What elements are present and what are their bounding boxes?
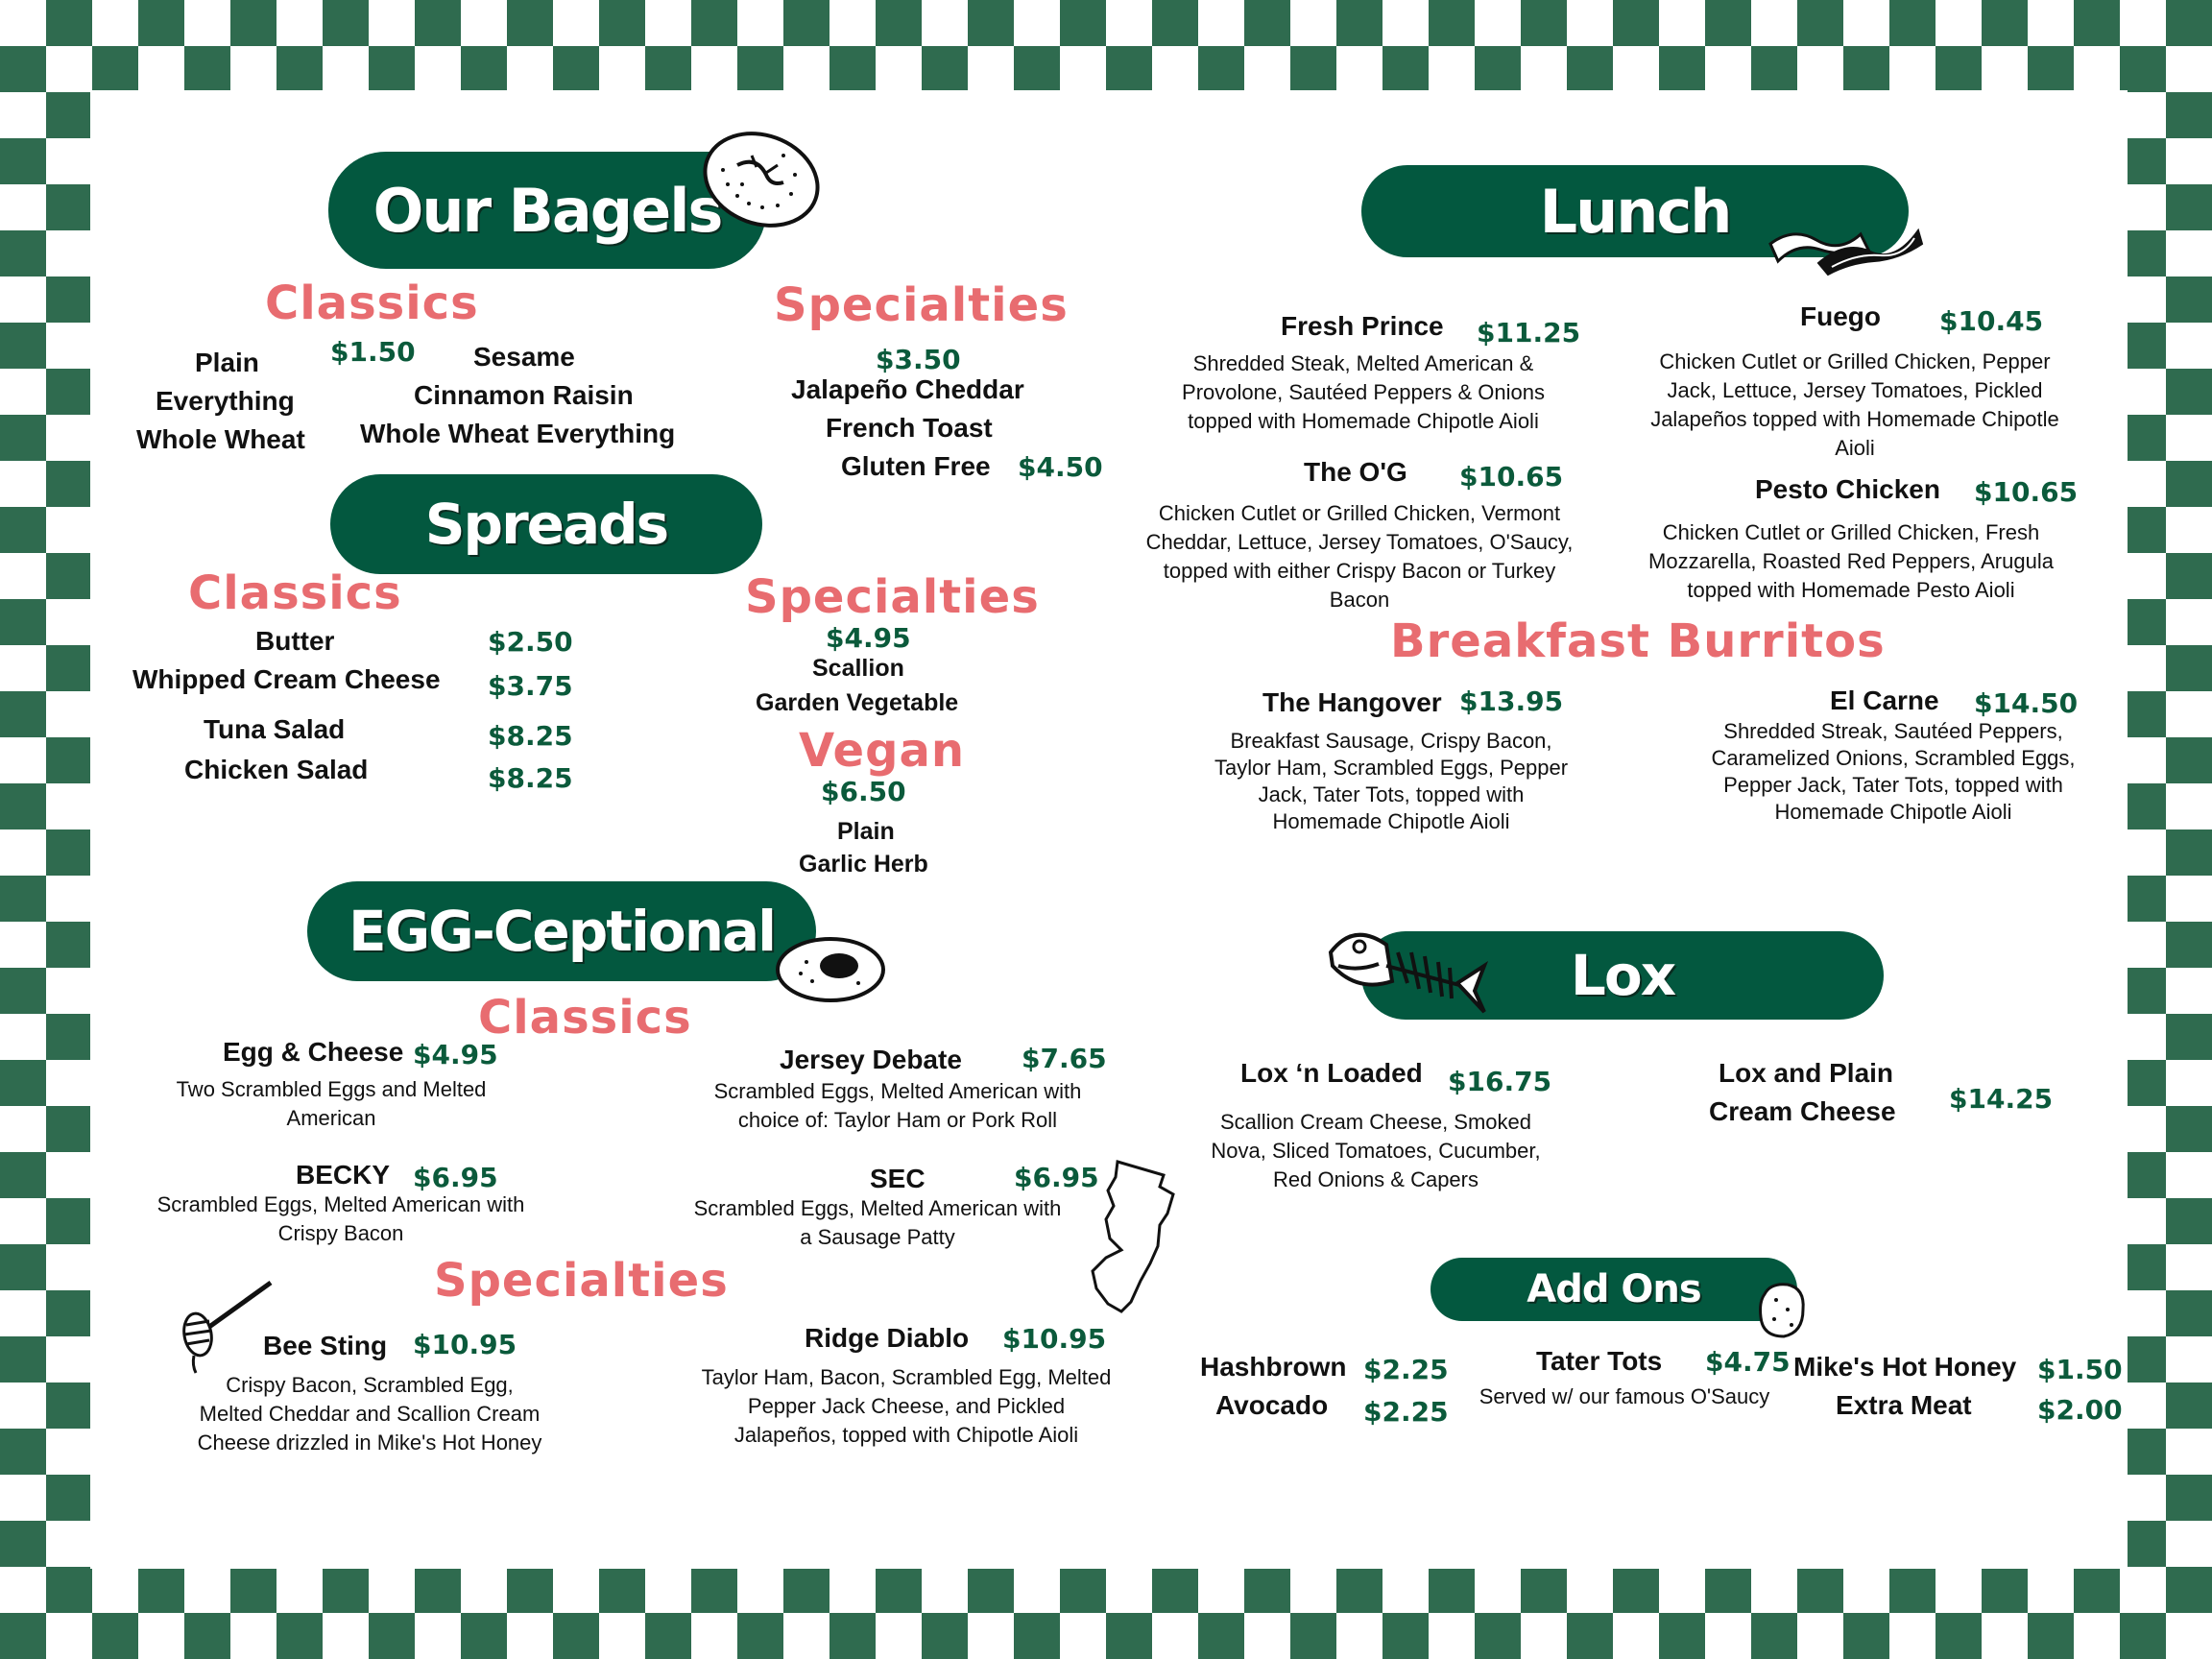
new-jersey-map-icon [1089,1158,1181,1317]
egg-specialties-heading: Specialties [434,1254,729,1308]
egg-classics-heading: Classics [478,991,692,1045]
lunch-pesto-chicken-price: $10.65 [1974,476,2079,508]
bagels-specialties-heading: Specialties [774,278,1069,332]
bagel-cinnamon-raisin: Cinnamon Raisin [414,380,634,410]
burrito-el-carne-desc: Shredded Streak, Sautéed Peppers, Caramelized Onions, Scrambled Eggs, Pepper Jack, Tater Tots, topped with Homemade Chipotle Aioli [1711,719,2076,824]
bagels-specialties-price: $3.50 [876,344,961,375]
burrito-the-hangover: The Hangover [1262,687,1442,717]
addon-mikes-hot-honey-price: $1.50 [2037,1354,2123,1385]
egg-jersey-debate-desc: Scrambled Eggs, Melted American with choice of: Taylor Ham or Pork Roll [713,1079,1082,1132]
spread-scallion: Scallion [812,655,904,682]
lox-n-loaded-price: $16.75 [1448,1066,1552,1097]
spreads-title: Spreads [424,492,668,557]
lunch-pesto-chicken: Pesto Chicken [1755,474,1940,504]
lunch-fresh-prince-desc: Shredded Steak, Melted American & Provolone, Sautéed Peppers & Onions topped with Homemade Chipotle Aioli [1182,351,1545,433]
lunch-fresh-prince: Fresh Prince [1281,311,1444,341]
egg-sec-desc: Scrambled Eggs, Melted American with a Sausage Patty [693,1196,1062,1249]
egg-ridge-diablo-price: $10.95 [1002,1323,1107,1355]
lunch-title: Lunch [1539,176,1731,247]
spread-tuna-salad: Tuna Salad [204,714,346,744]
egg-egg-and-cheese-desc: Two Scrambled Eggs and Melted American [176,1077,487,1130]
bagels-classics-price: $1.50 [330,336,416,368]
bagel-french-toast: French Toast [826,413,993,443]
bagel-sesame: Sesame [473,342,575,372]
lunch-the-og-price: $10.65 [1459,461,1564,493]
addon-tater-tots: Tater Tots [1536,1346,1663,1376]
egg-bee-sting: Bee Sting [263,1331,388,1360]
lunch-the-og-desc: Chicken Cutlet or Grilled Chicken, Vermont Cheddar, Lettuce, Jersey Tomatoes, O'Saucy, topped with either Crispy Bacon or Turkey Bacon [1145,501,1574,612]
egg-bee-sting-desc: Crispy Bacon, Scrambled Egg, Melted Cheddar and Scallion Cream Cheese drizzled in Mike's Hot Honey [197,1373,542,1455]
spread-whipped-cream-cheese-price: $3.75 [488,670,573,702]
egg-egg-and-cheese: Egg & Cheese [223,1037,404,1067]
burrito-the-hangover-price: $13.95 [1459,685,1564,717]
fish-skeleton-icon [1325,924,1488,1016]
addon-tater-tots-price: $4.75 [1705,1346,1791,1378]
lox-and-plain-price: $14.25 [1949,1083,2054,1115]
bagel-icon [699,127,824,232]
egg-ridge-diablo-desc: Taylor Ham, Bacon, Scrambled Egg, Melted Pepper Jack Cheese, and Pickled Jalapeños, topped with Chipotle Aioli [701,1365,1112,1447]
addon-extra-meat: Extra Meat [1836,1390,1972,1420]
bagels-classics-heading: Classics [265,276,479,330]
breakfast-burritos-heading: Breakfast Burritos [1390,614,1886,668]
spread-vegan-garlic-herb: Garlic Herb [799,851,928,878]
spread-tuna-salad-price: $8.25 [488,720,573,752]
addon-hashbrown: Hashbrown [1200,1352,1347,1382]
egg-jersey-debate: Jersey Debate [780,1045,962,1074]
bagel-whole-wheat: Whole Wheat [136,424,305,454]
lunch-fuego: Fuego [1800,301,1881,331]
lox-and-plain-line1: Lox and Plain [1719,1058,1894,1088]
egg-becky-desc: Scrambled Eggs, Melted American with Crispy Bacon [156,1192,525,1245]
spread-butter-price: $2.50 [488,626,573,658]
spreads-vegan-price: $6.50 [821,776,906,807]
spreads-vegan-heading: Vegan [799,724,965,778]
spread-butter: Butter [255,626,335,656]
spread-whipped-cream-cheese: Whipped Cream Cheese [132,664,441,694]
lox-n-loaded-desc: Scallion Cream Cheese, Smoked Nova, Sliced Tomatoes, Cucumber, Red Onions & Capers [1211,1110,1541,1191]
addon-mikes-hot-honey: Mike's Hot Honey [1793,1352,2017,1382]
egg-ceptional-header [307,881,816,981]
spreads-header [330,474,762,574]
egg-icon [774,935,887,1004]
lunch-fresh-prince-price: $11.25 [1477,317,1581,349]
lox-and-plain-line2: Cream Cheese [1709,1096,1896,1126]
burrito-el-carne-price: $14.50 [1974,687,2079,719]
bagel-whole-wheat-everything: Whole Wheat Everything [360,419,676,448]
tater-tot-icon [1755,1281,1809,1340]
egg-becky: BECKY [296,1160,391,1190]
bagel-everything: Everything [156,386,295,416]
egg-jersey-debate-price: $7.65 [1022,1043,1107,1074]
addon-hashbrown-price: $2.25 [1363,1354,1449,1385]
lunch-the-og: The O'G [1304,457,1407,487]
add-ons-title: Add Ons [1527,1267,1701,1311]
egg-sec-price: $6.95 [1014,1162,1099,1193]
lunch-pesto-chicken-desc: Chicken Cutlet or Grilled Chicken, Fresh Mozzarella, Roasted Red Peppers, Arugula topped with Homemade Pesto Aioli [1648,520,2054,602]
spreads-specialties-heading: Specialties [745,570,1040,624]
egg-ceptional-title: EGG-Ceptional [348,899,776,964]
spread-garden-vegetable: Garden Vegetable [756,689,959,716]
bagel-gluten-free: Gluten Free [841,451,991,481]
addon-avocado: Avocado [1215,1390,1329,1420]
bacon-icon [1765,211,1924,278]
add-ons-header [1431,1258,1797,1321]
addon-extra-meat-price: $2.00 [2037,1394,2123,1426]
lox-n-loaded: Lox ‘n Loaded [1240,1058,1423,1088]
bagel-gluten-free-price: $4.50 [1018,451,1103,483]
lox-title: Lox [1570,943,1675,1008]
spread-chicken-salad: Chicken Salad [184,755,369,784]
bagel-plain: Plain [195,348,259,377]
addon-tater-tots-desc: Served w/ our famous O'Saucy [1479,1384,1770,1408]
egg-bee-sting-price: $10.95 [413,1329,517,1360]
burrito-the-hangover-desc: Breakfast Sausage, Crispy Bacon, Taylor Ham, Scrambled Eggs, Pepper Jack, Tater Tots, topped with Homemade Chipotle Aioli [1214,729,1569,833]
lunch-fuego-price: $10.45 [1939,305,2044,337]
honey-dipper-icon [171,1277,275,1377]
spreads-specialties-price: $4.95 [826,622,911,654]
spread-vegan-plain: Plain [837,818,895,845]
egg-egg-and-cheese-price: $4.95 [413,1039,498,1070]
our-bagels-title: Our Bagels [373,175,722,246]
egg-becky-price: $6.95 [413,1162,498,1193]
egg-ridge-diablo: Ridge Diablo [805,1323,970,1353]
lunch-fuego-desc: Chicken Cutlet or Grilled Chicken, Pepper Jack, Lettuce, Jersey Tomatoes, Pickled Jalapeños topped with Homemade Chipotle Aioli [1650,349,2059,460]
addon-avocado-price: $2.25 [1363,1396,1449,1428]
spread-chicken-salad-price: $8.25 [488,762,573,794]
burrito-el-carne: El Carne [1830,685,1939,715]
bagel-jalapeno-cheddar: Jalapeño Cheddar [791,374,1024,404]
spreads-classics-heading: Classics [188,566,402,620]
egg-sec: SEC [870,1164,926,1193]
